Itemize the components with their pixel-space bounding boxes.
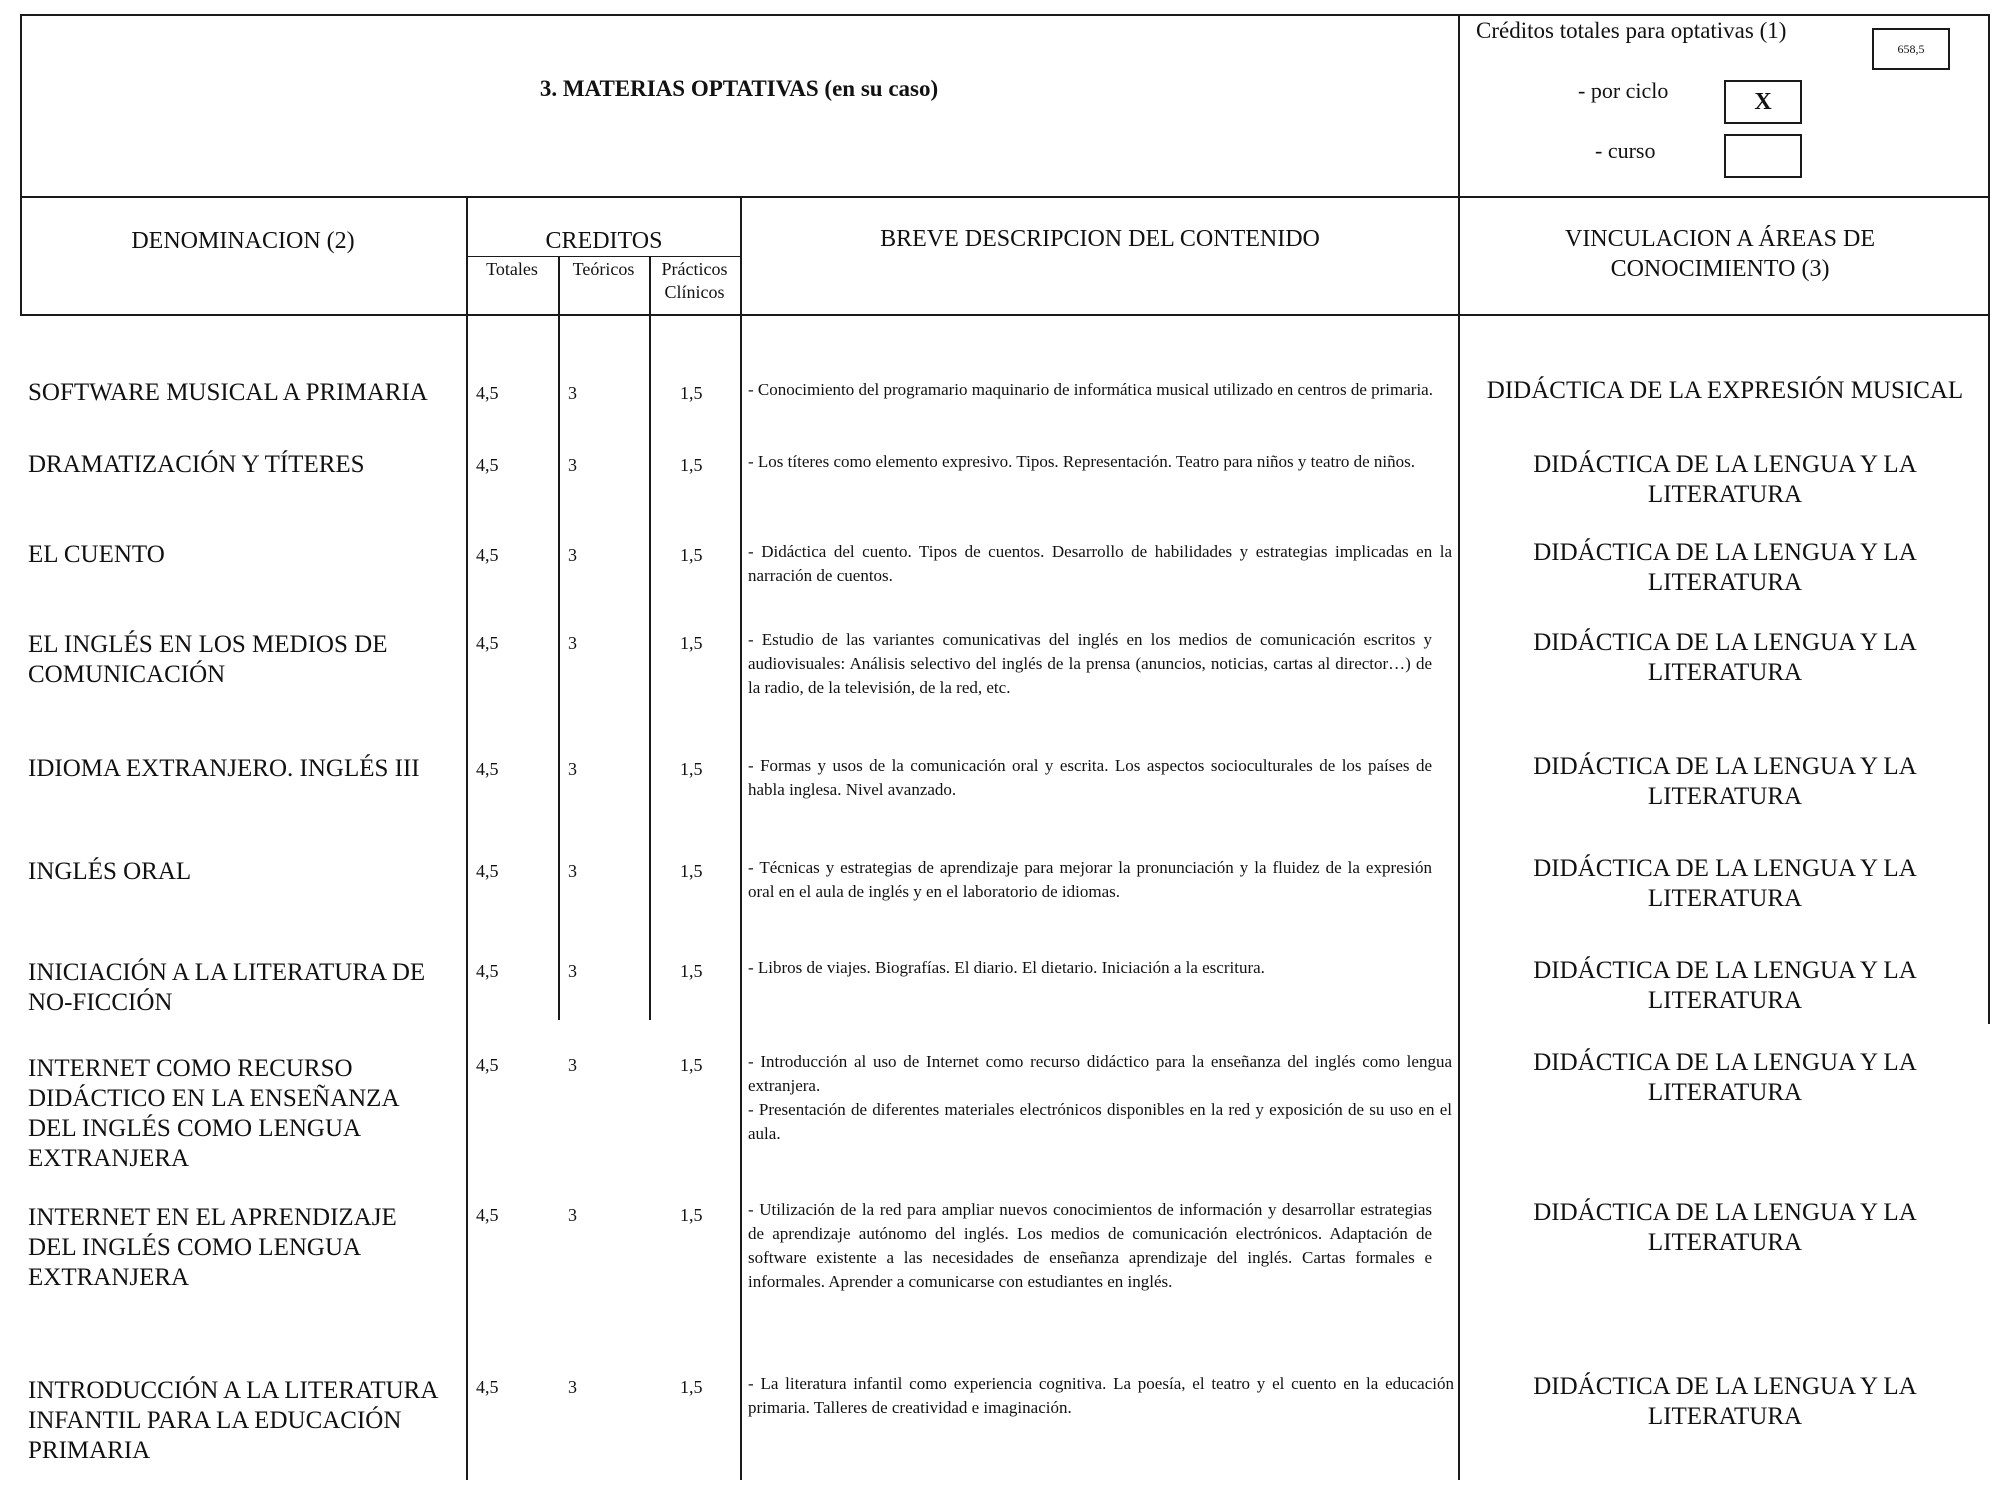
column-header-name: DENOMINACION (2) xyxy=(131,228,355,254)
row-5-name: IDIOMA EXTRANJERO. INGLÉS III xyxy=(28,755,420,782)
row-3-theoretical: 3 xyxy=(568,545,577,565)
row-5-totals: 4,5 xyxy=(476,759,499,779)
row-7-totals: 4,5 xyxy=(476,961,499,981)
per-cycle-mark: X xyxy=(1754,88,1772,115)
table-right-border xyxy=(1988,14,1990,1024)
row-2-description: - Los títeres como elemento expresivo. Tipos. Representación. Teatro para niños y teatro de niños. xyxy=(748,452,1416,471)
table-left-border xyxy=(20,14,22,314)
row-6-totals: 4,5 xyxy=(476,861,499,881)
total-credits-label: Créditos totales para optativas (1) xyxy=(1476,18,1787,43)
row-6-practical: 1,5 xyxy=(680,861,703,881)
row-10-description: - La literatura infantil como experiencia cognitiva. La poesía, el teatro y el cuento en la educación primaria. Talleres de creatividad e imaginación. xyxy=(748,1374,1454,1417)
row-6-name: INGLÉS ORAL xyxy=(28,858,192,885)
row-10-practical: 1,5 xyxy=(680,1377,703,1397)
row-3-totals: 4,5 xyxy=(476,545,499,565)
row-8-description-line-2: - Presentación de diferentes materiales electrónicos disponibles en la red y exposición de su uso en el aula. xyxy=(748,1100,1452,1143)
row-3-name: EL CUENTO xyxy=(28,541,165,568)
row-2-practical: 1,5 xyxy=(680,455,703,475)
row-10-theoretical: 3 xyxy=(568,1377,577,1397)
per-cycle-checkbox[interactable] xyxy=(1724,80,1802,124)
row-1-name: SOFTWARE MUSICAL A PRIMARIA xyxy=(28,379,428,406)
row-1-description: - Conocimiento del programario maquinario de informática musical utilizado en centros de primaria. xyxy=(748,380,1433,399)
row-3-description: - Didáctica del cuento. Tipos de cuentos. Desarrollo de habilidades y estrategias implicadas en la narración de cuentos. xyxy=(748,542,1452,585)
row-8-area: DIDÁCTICA DE LA LENGUA Y LA LITERATURA xyxy=(1533,1049,1917,1106)
row-4-description: - Estudio de las variantes comunicativas del inglés en los medios de comunicación escritos y audiovisuales: Análisis selectivo del inglés de la prensa (anuncios, noticias, cartas al director…) de la radio, de la televisión, de la red, etc. xyxy=(748,630,1432,697)
row-9-name: INTERNET EN EL APRENDIZAJE DEL INGLÉS COMO LENGUA EXTRANJERA xyxy=(28,1204,397,1291)
row-2-area: DIDÁCTICA DE LA LENGUA Y LA LITERATURA xyxy=(1533,451,1917,508)
row-7-theoretical: 3 xyxy=(568,961,577,981)
row-7-area: DIDÁCTICA DE LA LENGUA Y LA LITERATURA xyxy=(1533,957,1917,1014)
row-8-practical: 1,5 xyxy=(680,1055,703,1075)
row-8-name: INTERNET COMO RECURSO DIDÁCTICO EN LA ENSEÑANZA DEL INGLÉS COMO LENGUA EXTRANJERA xyxy=(28,1055,399,1172)
row-5-theoretical: 3 xyxy=(568,759,577,779)
vline-theoretical xyxy=(649,256,651,1020)
row-6-area: DIDÁCTICA DE LA LENGUA Y LA LITERATURA xyxy=(1533,855,1917,912)
row-10-totals: 4,5 xyxy=(476,1377,499,1397)
row-7-name: INICIACIÓN A LA LITERATURA DE NO-FICCIÓN xyxy=(28,959,426,1016)
total-credits-text: 658,5 xyxy=(1897,41,1925,56)
row-9-theoretical: 3 xyxy=(568,1205,577,1225)
row-1-area: DIDÁCTICA DE LA EXPRESIÓN MUSICAL xyxy=(1486,377,1964,404)
row-8-description-line-1: - Introducción al uso de Internet como recurso didáctico para la enseñanza del inglés como lengua extranjera. xyxy=(748,1052,1452,1095)
row-3-area: DIDÁCTICA DE LA LENGUA Y LA LITERATURA xyxy=(1533,539,1917,596)
section-title: 3. MATERIAS OPTATIVAS (en su caso) xyxy=(539,76,939,101)
column-header-totals: Totales xyxy=(486,259,538,279)
row-8-theoretical: 3 xyxy=(568,1055,577,1075)
vline-totals xyxy=(558,256,560,1020)
row-5-description: - Formas y usos de la comunicación oral y escrita. Los aspectos socioculturales de los países de habla inglesa. Nivel avanzado. xyxy=(748,756,1432,799)
row-1-practical: 1,5 xyxy=(680,383,703,403)
row-2-name: DRAMATIZACIÓN Y TÍTERES xyxy=(28,451,365,478)
row-4-practical: 1,5 xyxy=(680,633,703,653)
row-4-area: DIDÁCTICA DE LA LENGUA Y LA LITERATURA xyxy=(1533,629,1917,686)
column-header-practical: Prácticos Clínicos xyxy=(661,259,728,302)
per-course-label: - curso xyxy=(1595,138,1656,163)
row-9-description: - Utilización de la red para ampliar nuevos conocimientos de información y desarrollar estrategias de aprendizaje autónomo del inglés. Los medios de comunicación electrónicos. Adaptación de software existente a las necesidades de enseñanza aprendizaje del inglés. Cartas formales e informales. Aprender a comunicarse con estudiantes en inglés. xyxy=(748,1200,1432,1291)
row-6-description: - Técnicas y estrategias de aprendizaje para mejorar la pronunciación y la fluidez de la expresión oral en el aula de inglés y en el laboratorio de idiomas. xyxy=(748,858,1432,901)
row-10-name: INTRODUCCIÓN A LA LITERATURA INFANTIL PARA LA EDUCACIÓN PRIMARIA xyxy=(28,1377,438,1464)
row-4-theoretical: 3 xyxy=(568,633,577,653)
row-1-theoretical: 3 xyxy=(568,383,577,403)
total-credits-value xyxy=(1872,28,1950,70)
row-1-totals: 4,5 xyxy=(476,383,499,403)
row-4-name: EL INGLÉS EN LOS MEDIOS DE COMUNICACIÓN xyxy=(28,631,388,688)
column-header-description: BREVE DESCRIPCION DEL CONTENIDO xyxy=(880,226,1320,252)
row-8-totals: 4,5 xyxy=(476,1055,499,1075)
row-9-practical: 1,5 xyxy=(680,1205,703,1225)
row-7-description: - Libros de viajes. Biografías. El diario. El dietario. Iniciación a la escritura. xyxy=(748,958,1265,977)
column-header-area: VINCULACION A ÁREAS DE CONOCIMIENTO (3) xyxy=(1564,226,1875,282)
row-3-practical: 1,5 xyxy=(680,545,703,565)
vline-name xyxy=(466,196,468,1480)
row-5-practical: 1,5 xyxy=(680,759,703,779)
per-cycle-label: - por ciclo xyxy=(1578,78,1669,103)
vline-description xyxy=(1458,14,1460,1480)
column-header-credits: CREDITOS xyxy=(545,228,663,254)
column-header-bottom-border xyxy=(20,314,1990,316)
column-header-theoretical: Teóricos xyxy=(572,259,635,279)
per-course-checkbox[interactable] xyxy=(1724,134,1802,178)
vline-practical xyxy=(740,196,742,1480)
row-2-totals: 4,5 xyxy=(476,455,499,475)
row-2-theoretical: 3 xyxy=(568,455,577,475)
row-9-totals: 4,5 xyxy=(476,1205,499,1225)
row-4-totals: 4,5 xyxy=(476,633,499,653)
row-10-area: DIDÁCTICA DE LA LENGUA Y LA LITERATURA xyxy=(1533,1373,1917,1430)
row-9-area: DIDÁCTICA DE LA LENGUA Y LA LITERATURA xyxy=(1533,1199,1917,1256)
row-8-description xyxy=(748,1050,1452,1146)
header-bottom-border xyxy=(20,196,1990,198)
row-5-area: DIDÁCTICA DE LA LENGUA Y LA LITERATURA xyxy=(1533,753,1917,810)
table-top-border xyxy=(20,14,1990,16)
row-6-theoretical: 3 xyxy=(568,861,577,881)
row-7-practical: 1,5 xyxy=(680,961,703,981)
credits-subheader-line xyxy=(466,256,742,257)
